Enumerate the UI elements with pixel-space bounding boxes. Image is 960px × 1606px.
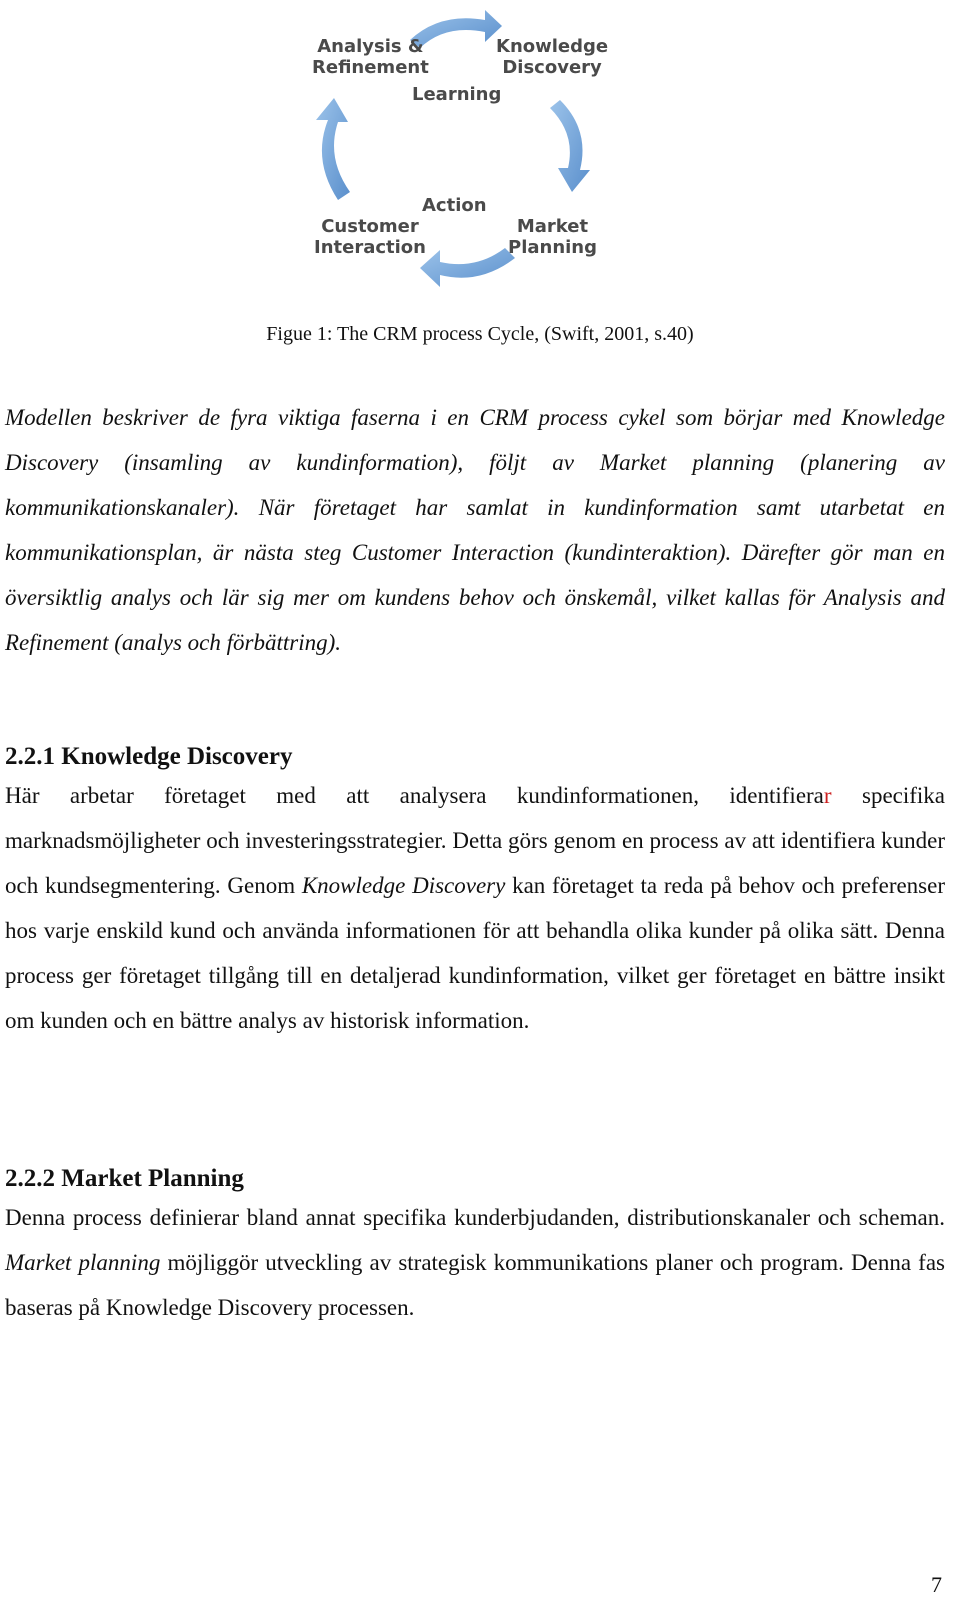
text-run: Denna process definierar bland annat specifika kunderbjudanden, distributionskanaler och scheman.: [5, 1205, 945, 1230]
section-heading-knowledge-discovery: 2.2.1 Knowledge Discovery: [5, 743, 293, 770]
arrow-left: [316, 98, 350, 200]
arrow-right: [550, 100, 590, 192]
label-learning: Learning: [412, 84, 502, 105]
page-number: 7: [931, 1572, 942, 1597]
text-run: möjliggör utveckling av strategisk kommunikations planer och program. Denna fas baseras på Knowledge Discovery processen.: [5, 1250, 945, 1320]
emphasis-term: Market planning: [5, 1250, 161, 1275]
label-knowledge-discovery: Knowledge Discovery: [496, 36, 609, 78]
label-market-planning: Market Planning: [508, 216, 598, 258]
label-action: Action: [422, 195, 487, 216]
arrow-bottom: [420, 248, 515, 287]
section-heading-market-planning: 2.2.2 Market Planning: [5, 1165, 244, 1192]
label-analysis-refinement: Analysis & Refinement: [312, 36, 429, 78]
text-run: specifika marknadsmöjligheter och investeringsstrategier. Detta görs genom en process av att identifiera kunder och kundsegmentering. Genom: [5, 783, 946, 898]
section-market-planning-text: [5, 1195, 945, 1330]
figure-caption: Figue 1: The CRM process Cycle, (Swift, 2001, s.40): [266, 323, 694, 345]
text-run: kan företaget ta reda på behov och preferenser hos varje enskild kund och använda informationen för att behandla olika kunder på olika sätt. Denna process ger företaget tillgång till en detaljerad kundinformation, vilket ger företaget en bättre insikt om kunden och en bättre analys av historisk information.: [5, 873, 946, 1033]
crm-cycle-figure: [290, 0, 650, 300]
emphasis-term: Knowledge Discovery: [301, 873, 506, 898]
highlighted-letter: r: [823, 783, 832, 808]
intro-paragraph: Modellen beskriver de fyra viktiga faserna i en CRM process cykel som börjar med Knowledge Discovery (insamling av kundinformation), följt av Market planning (planering av kommunikationskanaler). När företaget har samlat in kundinformation samt utarbetat en kommunikationsplan, är nästa steg Customer Interaction (kundinteraktion). Därefter gör man en översiktlig analys och lär sig mer om kundens behov och önskemål, vilket kallas för Analysis and Refinement (analys och förbättring).: [5, 405, 945, 655]
section-knowledge-discovery-text: [5, 773, 945, 1043]
text-run: Här arbetar företaget med att analysera kundinformationen, identifiera: [5, 783, 824, 808]
label-customer-interaction: Customer Interaction: [314, 216, 426, 258]
